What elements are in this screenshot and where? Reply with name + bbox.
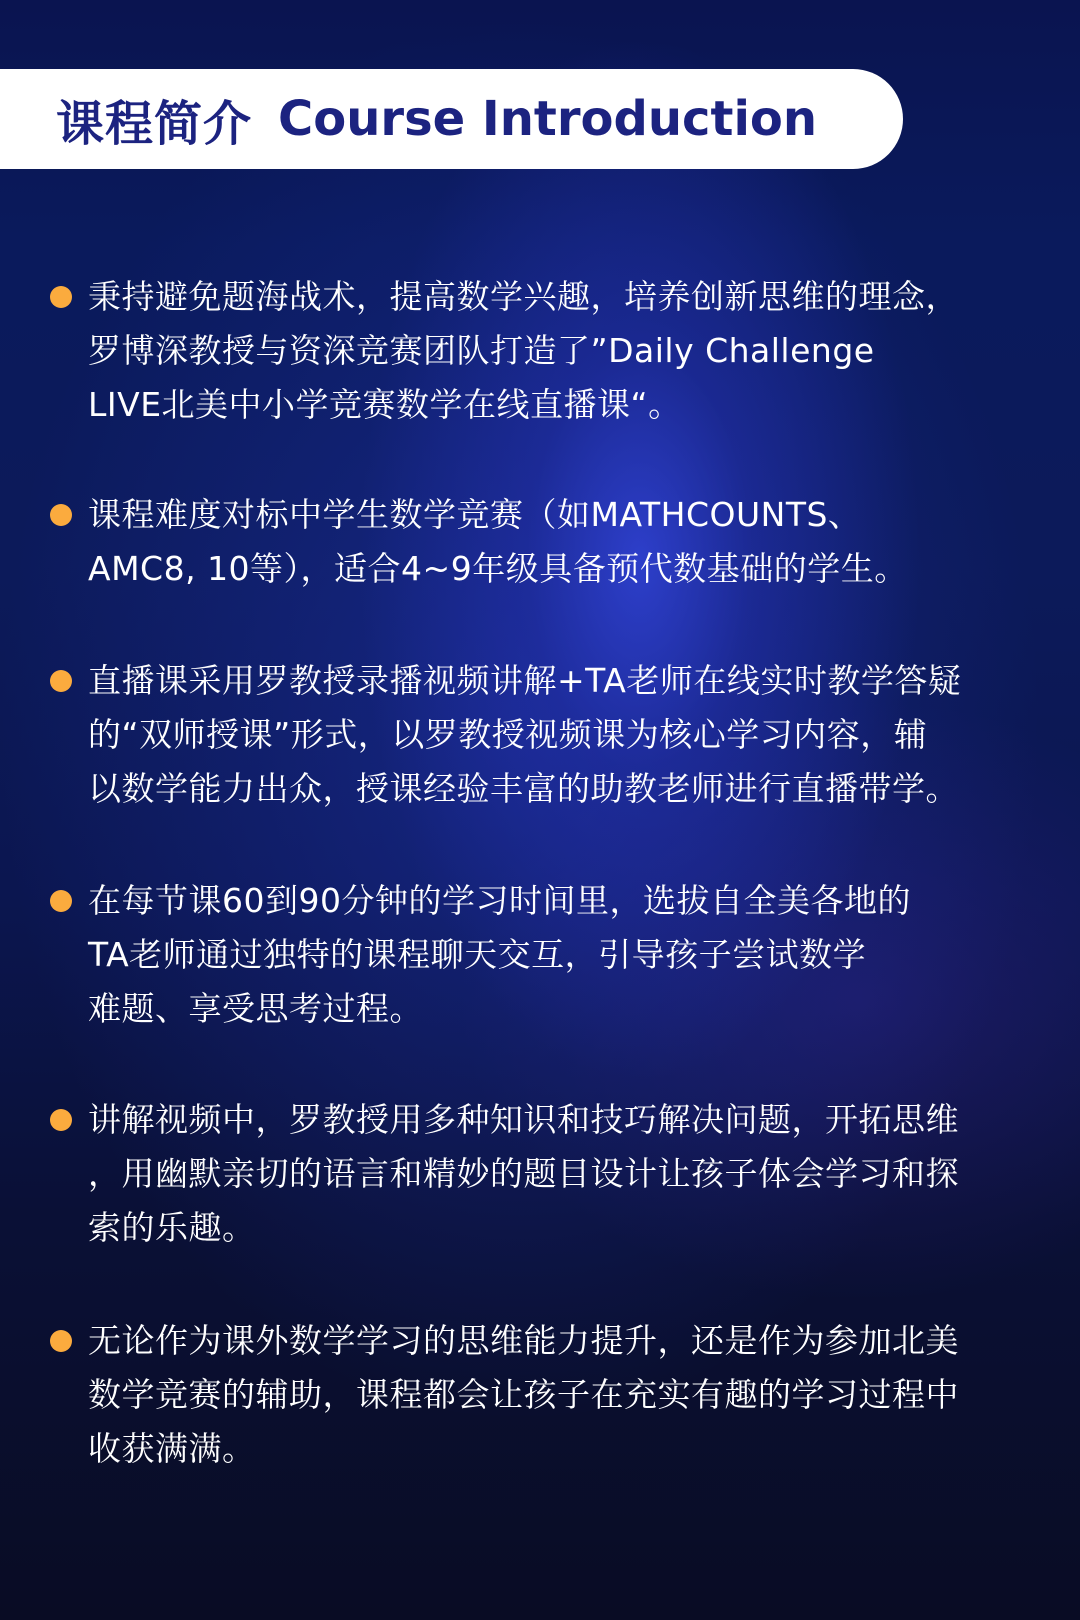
bullet-text <box>88 654 1038 816</box>
bullet-text <box>88 874 1038 1036</box>
text-line: 的“双师授课”形式，以罗教授视频课为核心学习内容，辅 <box>88 715 928 754</box>
text-line: 课程难度对标中学生数学竞赛（如MATHCOUNTS、 <box>88 495 862 534</box>
title-chinese: 课程简介 <box>56 95 253 152</box>
text-line: 以数学能力出众，授课经验丰富的助教老师进行直播带学。 <box>88 769 959 808</box>
bullet-dot-icon <box>50 1330 72 1352</box>
title-english: Course Introduction <box>278 91 818 147</box>
bullet-text <box>88 1093 1038 1255</box>
text-line: 讲解视频中，罗教授用多种知识和技巧解决问题，开拓思维 <box>88 1100 959 1139</box>
text-line: 直播课采用罗教授录播视频讲解+TA老师在线实时教学答疑 <box>88 661 962 700</box>
bullet-dot-icon <box>50 286 72 308</box>
text-line: 收获满满。 <box>88 1429 256 1468</box>
text-line: 数学竞赛的辅助，课程都会让孩子在充实有趣的学习过程中 <box>88 1375 959 1414</box>
text-line: ，用幽默亲切的语言和精妙的题目设计让孩子体会学习和探 <box>88 1154 959 1193</box>
bullet-dot-icon <box>50 1109 72 1131</box>
text-line: TA老师通过独特的课程聊天交互，引导孩子尝试数学 <box>88 935 867 974</box>
text-line: 在每节课60到90分钟的学习时间里，选拔自全美各地的 <box>88 881 911 920</box>
text-line: 索的乐趣。 <box>88 1208 256 1247</box>
bullet-dot-icon <box>50 504 72 526</box>
bullet-dot-icon <box>50 890 72 912</box>
text-line: 秉持避免题海战术，提高数学兴趣，培养创新思维的理念， <box>88 277 959 316</box>
bullet-text <box>88 1314 1038 1476</box>
bullet-text <box>88 270 1038 432</box>
text-line: AMC8, 10等），适合4~9年级具备预代数基础的学生。 <box>88 549 908 588</box>
bullet-text <box>88 488 1038 596</box>
text-line: 难题、享受思考过程。 <box>88 989 423 1028</box>
text-line: 罗博深教授与资深竞赛团队打造了”Daily Challenge <box>88 331 875 370</box>
text-line: LIVE北美中小学竞赛数学在线直播课“。 <box>88 385 682 424</box>
bullet-dot-icon <box>50 670 72 692</box>
text-line: 无论作为课外数学学习的思维能力提升，还是作为参加北美 <box>88 1321 959 1360</box>
